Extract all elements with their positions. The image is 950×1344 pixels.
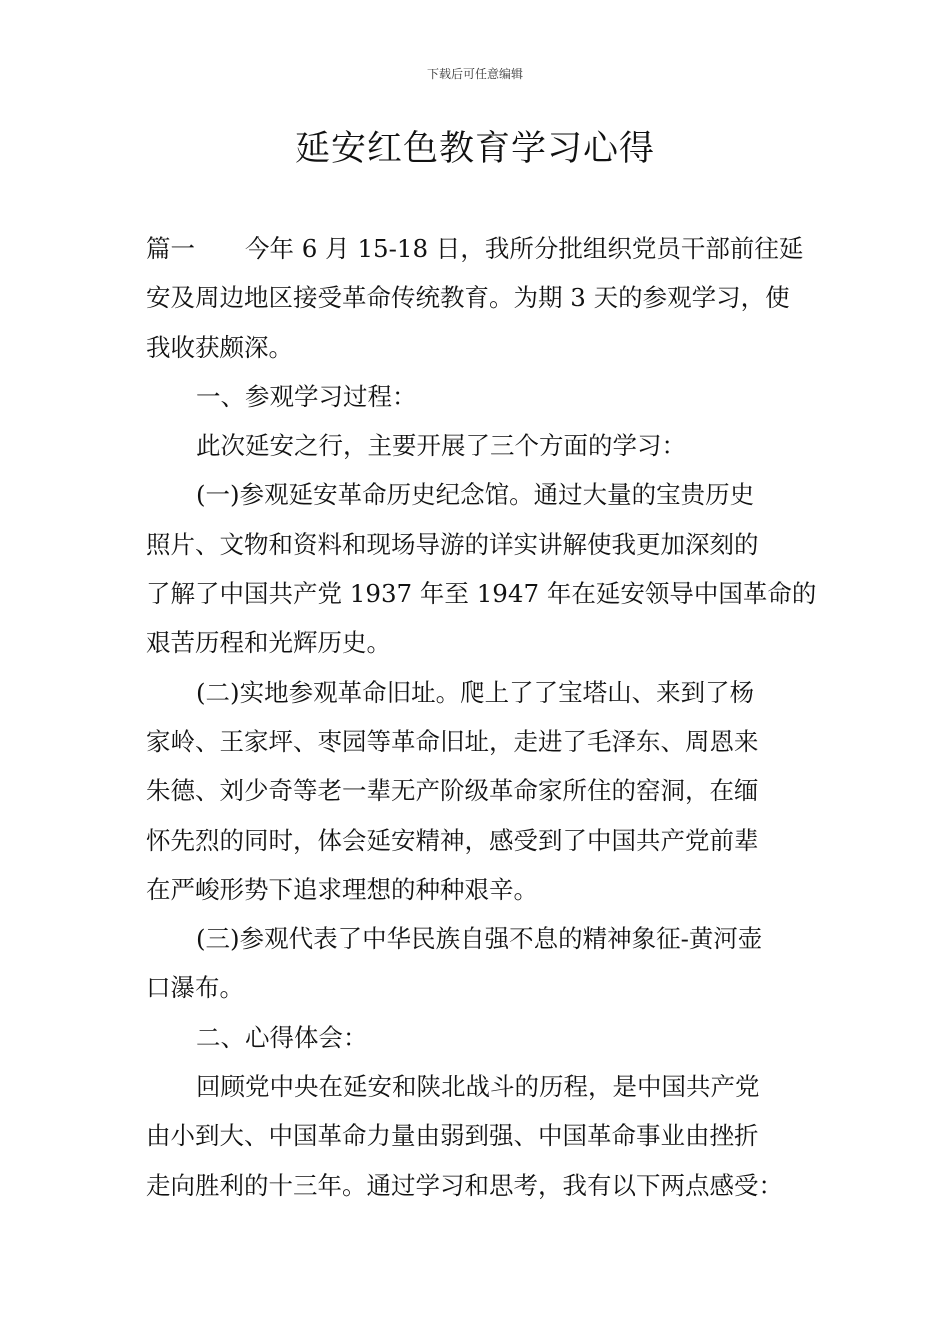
paragraph-line: 由小到大、中国革命力量由弱到强、中国革命事业由挫折 <box>146 1121 759 1151</box>
paragraph-line: (三)参观代表了中华民族自强不息的精神象征-黄河壶 <box>196 924 763 954</box>
paragraph-line: (二)实地参观革命旧址。爬上了了宝塔山、来到了杨 <box>196 677 755 707</box>
line-text: 今年 6 月 15-18 日，我所分批组织党员干部前往延 <box>245 234 804 263</box>
header-note: 下载后可任意编辑 <box>426 67 523 81</box>
paragraph-line: 安及周边地区接受革命传统教育。为期 3 天的参观学习，使 <box>146 283 790 313</box>
document-body <box>146 224 817 1210</box>
paragraph-line: 此次延安之行，主要开展了三个方面的学习： <box>196 431 686 461</box>
paragraph-line: (一)参观延安革命历史纪念馆。通过大量的宝贵历史 <box>196 480 755 510</box>
section-label: 篇一 <box>146 234 195 263</box>
paragraph-line: 了解了中国共产党 1937 年至 1947 年在延安领导中国革命的 <box>146 579 817 609</box>
paragraph-line: 我收获颇深。 <box>146 332 293 362</box>
paragraph-line: 口瀑布。 <box>146 973 244 1003</box>
paragraph-line: 回顾党中央在延安和陕北战斗的历程，是中国共产党 <box>196 1072 760 1102</box>
paragraph-line: 在严峻形势下追求理想的种种艰辛。 <box>146 874 538 904</box>
paragraph-line: 走向胜利的十三年。通过学习和思考，我有以下两点感受： <box>146 1170 783 1200</box>
paragraph-line <box>146 224 808 273</box>
paragraph-line: 怀先烈的同时，体会延安精神，感受到了中国共产党前辈 <box>146 825 759 855</box>
paragraph-line: 家岭、王家坪、枣园等革命旧址，走进了毛泽东、周恩来 <box>146 726 759 756</box>
paragraph-line: 照片、文物和资料和现场导游的详实讲解使我更加深刻的 <box>146 529 759 559</box>
paragraph-line: 艰苦历程和光辉历史。 <box>146 628 391 658</box>
document-title: 延安红色教育学习心得 <box>294 129 655 169</box>
paragraph-line: 朱德、刘少奇等老一辈无产阶级革命家所住的窑洞，在缅 <box>146 776 759 806</box>
section-heading: 二、心得体会： <box>196 1022 368 1052</box>
section-heading: 一、参观学习过程： <box>196 381 417 411</box>
